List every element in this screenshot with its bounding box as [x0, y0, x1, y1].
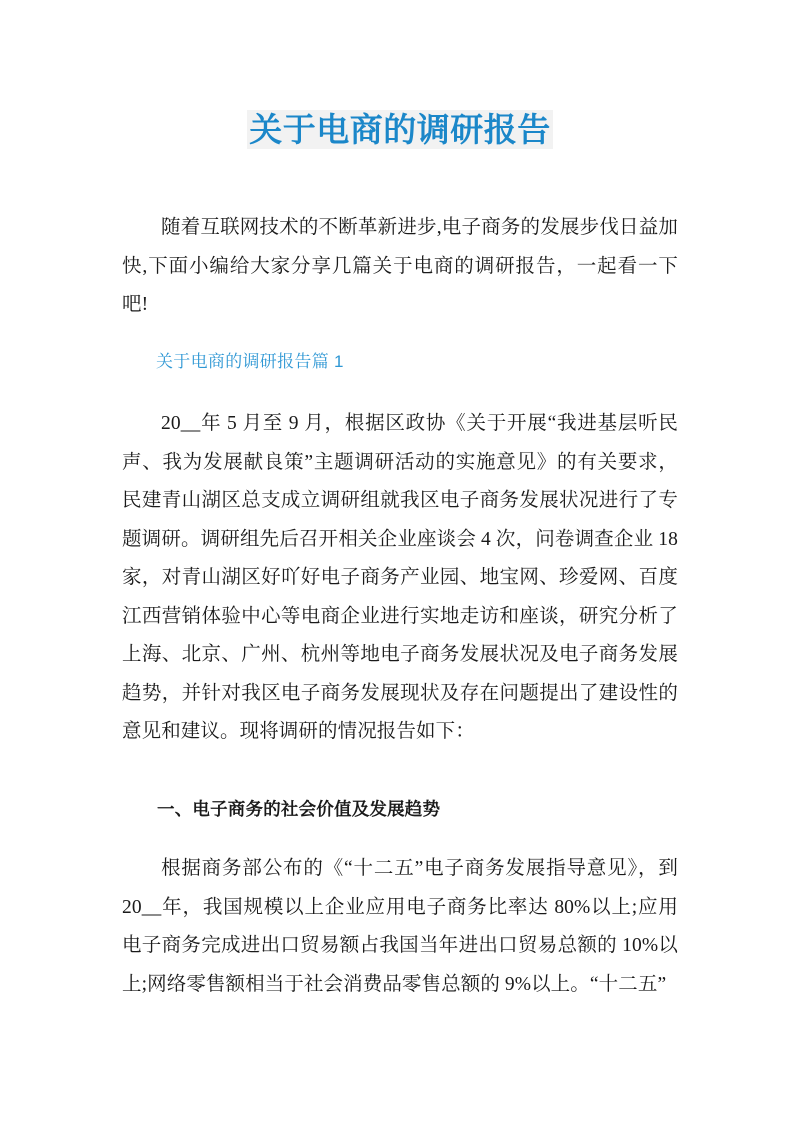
- page-title-inner: 关于电商的调研报告: [249, 111, 551, 148]
- body-paragraph-1: 20__年 5 月至 9 月，根据区政协《关于开展“我进基层听民声、我为发展献良策”主题调研活动的实施意见》的有关要求，民建青山湖区总支成立调研组就我区电子商务发展状况进行了专题调研。调研组先后召开相关企业座谈会 4 次，问卷调查企业 18 家，对青山湖区好吖好电子商务产业园、地宝网、珍爱网、百度江西营销体验中心等电商企业进行实地走访和座谈，研究分析了上海、北京、广州、杭州等地电子商务发展状况及电子商务发展趋势，并针对我区电子商务发展现状及存在问题提出了建设性的意见和建议。现将调研的情况报告如下：: [122, 413, 678, 742]
- page-title: [122, 106, 678, 153]
- body-paragraph-2: 根据商务部公布的《“十二五”电子商务发展指导意见》，到 20__年，我国规模以上企业应用电子商务比率达 80%以上;应用电子商务完成进出口贸易额占我国当年进出口贸易总额的 10%以上;网络零售额相当于社会消费品零售总额的 9%以上。“十二五”: [122, 858, 678, 995]
- subheading-report-part-1: 关于电商的调研报告篇 1: [156, 352, 344, 371]
- section-heading-1: 一、电子商务的社会价值及发展趋势: [157, 799, 441, 819]
- page-title-text: [247, 110, 553, 149]
- intro-paragraph: 随着互联网技术的不断革新进步,电子商务的发展步伐日益加快,下面小编给大家分享几篇关于电商的调研报告，一起看一下吧!: [122, 217, 678, 315]
